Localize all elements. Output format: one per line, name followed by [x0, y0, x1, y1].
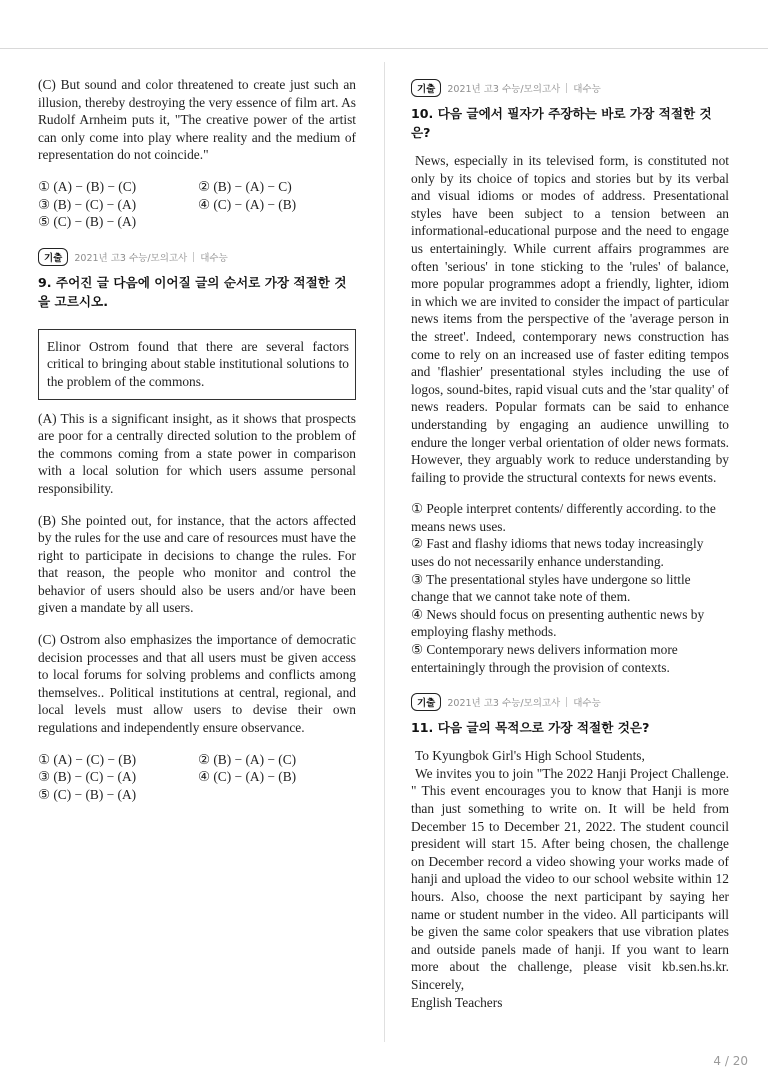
right-column [411, 78, 729, 1011]
q11-tag-badge: 기출 [411, 693, 441, 711]
q10-choice-4[interactable]: ④ News should focus on presenting authentic news by employing flashy methods. [411, 606, 705, 640]
q11-category: 대수능 [573, 698, 601, 710]
q8-choice-1[interactable]: ① (A) − (B) − (C) [38, 178, 137, 194]
meta-separator [566, 83, 567, 93]
q8-choice-5[interactable]: ⑤ (C) − (B) − (A) [38, 214, 137, 230]
q10-choice-3[interactable]: ③ The presentational styles have undergone so little change that we cannot take note of them. [411, 571, 691, 605]
q9-choices [38, 751, 356, 804]
q9-choice-2[interactable]: ② (B) − (A) − (C) [198, 751, 297, 767]
q9-given-text: Elinor Ostrom found that there are several factors critical to bringing about stable institutional solutions to the problem of the commons. [47, 338, 349, 389]
q11-meta [411, 692, 729, 712]
q8-choices [38, 178, 356, 231]
q9-paragraph-b: (B) She pointed out, for instance, that the actors affected by the rules for the use and care of resources must have the right to participate in decisions to change the rules. For that reason, the people who monitor and control the behavior of users should also be users and/or have been given a mandate by all users. [38, 512, 356, 616]
q9-choice-3[interactable]: ③ (B) − (C) − (A) [38, 769, 137, 785]
q11-source: 2021년 고3 수능/모의고사 [447, 698, 561, 710]
q8-choice-4[interactable]: ④ (C) − (A) − (B) [198, 196, 297, 212]
q8-paragraph-c: (C) But sound and color threatened to create just such an illusion, thereby destroying the very essence of film art. As Rudolf Arnheim puts it, "The creative power of the artist can only come into play where reality and the medium of representation do not coincide." [38, 77, 356, 163]
q11-title: 11. 다음 글의 목적으로 가장 적절한 것은? [411, 720, 650, 736]
q9-meta [38, 247, 356, 267]
q11-signoff: English Teachers [411, 994, 503, 1010]
header-rule [0, 48, 768, 49]
q10-meta [411, 78, 729, 98]
q9-tag-badge: 기출 [38, 248, 68, 266]
q10-choice-2[interactable]: ② Fast and flashy idioms that news today increasingly uses do not necessarily enhance understanding. [411, 536, 704, 570]
q11-passage: We invites you to join "The 2022 Hanji Project Challenge. " This event encourages you to know that Hanji is more than just something to write on. It will be held from December 15 to December 21, 2022. The student council president will start 15. After being chosen, the challenge on December record a video showing your works made of hanji and upload the video to our school website within 12 hours. Also, choose the next participant by saying her name or student number in the video. All participants will be given the same color speakers that use vibration plates and outside panels made of hanji. If you want to learn more about the challenge, please visit kb.sen.hs.kr. Sincerely, [411, 765, 729, 992]
column-divider [384, 62, 385, 1042]
left-column [38, 76, 356, 803]
q10-choice-1[interactable]: ① People interpret contents/ differently according. to the means news uses. [411, 501, 716, 534]
q9-choice-4[interactable]: ④ (C) − (A) − (B) [198, 769, 297, 785]
q10-passage: News, especially in its televised form, is constituted not only by its choice of topics and stories but by its verbal and visual idioms or modes of address. Presentational styles have been subject to a tension between an informational-educational purpose and the need to engage us entertainingly. While current affairs programmes are often 'serious' in tone sticking to the 'rules' of balance, more popular programmes adopt a friendly, lighter, idiom in which we are invited to consider the impact of particular news items from the perspective of the 'average person in the street'. Indeed, contemporary news construction has come to rely on an increased use of faster editing tempos and 'flashier' presentational styles including the use of logos, sound-bites, rapid visual cuts and the 'star quality' of news readers. Popular formats can be said to enhance understanding by engaging an audience unwilling to endure the longer verbal orientation of older news formats. However, they arguably work to reduce understanding by failing to provide the structural contexts for news events. [411, 153, 729, 485]
q8-choice-3[interactable]: ③ (B) − (C) − (A) [38, 196, 137, 212]
meta-separator [193, 252, 194, 262]
q10-category: 대수능 [573, 84, 601, 95]
meta-separator [566, 697, 567, 707]
q10-tag-badge: 기출 [411, 79, 441, 97]
q11-salutation: To Kyungbok Girl's High School Students, [415, 748, 645, 764]
q9-category: 대수능 [200, 252, 228, 264]
q10-choice-5[interactable]: ⑤ Contemporary news delivers information more entertainingly through the provision of contexts. [411, 642, 678, 675]
page-number: 4 / 20 [713, 1054, 748, 1068]
q9-given-text-box [38, 329, 356, 400]
q9-paragraph-c: (C) Ostrom also emphasizes the importance of democratic decision processes and that all users must be given access to local forums for solving problems and conflicts among themselves.. Political institutions at central, regional, and local levels must allow users to devise their own regulations and independently ensure observance. [38, 632, 356, 736]
q9-choice-5[interactable]: ⑤ (C) − (B) − (A) [38, 786, 137, 802]
q8-choice-2[interactable]: ② (B) − (A) − C) [198, 178, 292, 194]
q9-title: 9. 주어진 글 다음에 이어질 글의 순서로 가장 적절한 것을 고르시오. [38, 274, 347, 309]
q10-title: 10. 다음 글에서 필자가 주장하는 바로 가장 적절한 것은? [411, 106, 712, 140]
q9-choice-1[interactable]: ① (A) − (C) − (B) [38, 751, 137, 767]
q9-source: 2021년 고3 수능/모의고사 [74, 252, 188, 264]
q10-choices [411, 500, 729, 676]
q10-source: 2021년 고3 수능/모의고사 [447, 84, 561, 95]
q9-paragraph-a: (A) This is a significant insight, as it shows that prospects are poor for a centrally directed solution to the problem of the commons coming from a state power in comparison with a local solution for which users assume personal responsibility. [38, 410, 356, 496]
